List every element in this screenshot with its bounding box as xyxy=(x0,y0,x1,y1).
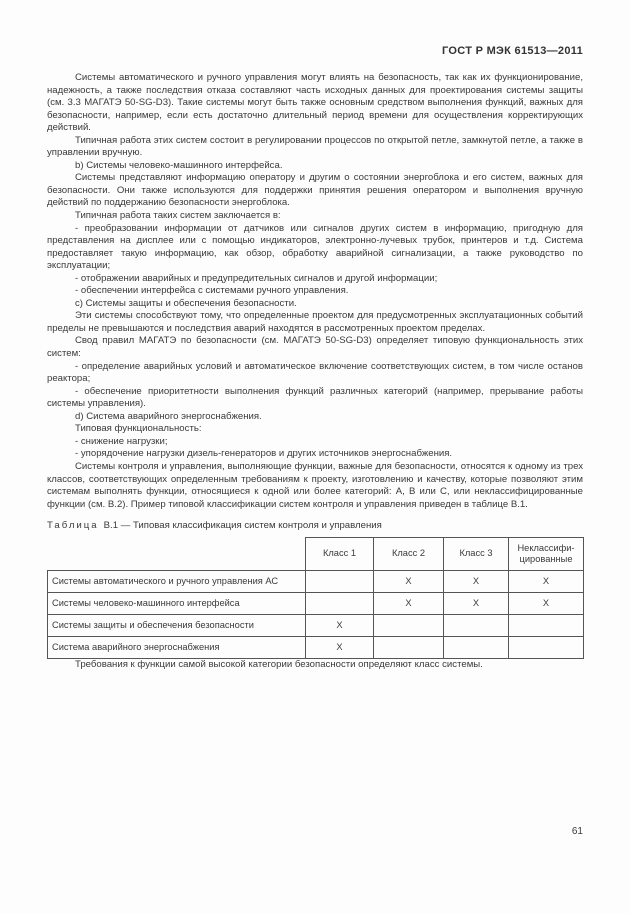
mark-cell: X xyxy=(374,592,444,614)
mark-cell xyxy=(444,614,509,636)
table-caption-word: Таблица xyxy=(47,520,99,532)
body-list-item: - обеспечение приоритетности выполнения функций различных категорий (например, прерывание работы системы управления). xyxy=(47,385,583,410)
mark-cell xyxy=(306,592,374,614)
body-list-item: - отображении аварийных и предупредительных сигналов и другой информации; xyxy=(75,272,438,284)
closing-paragraph: Требования к функции самой высокой категории безопасности определяют класс системы. xyxy=(75,658,483,670)
mark-cell xyxy=(444,636,509,658)
body-paragraph: Эти системы способствуют тому, что определенные проектом для предусмотренных эксплуатационных событий пределы не превышаются и последствия аварий находятся в рассмотренных проектом пределах. xyxy=(47,310,583,334)
row-label-cell: Система аварийного энергоснабжения xyxy=(48,636,306,658)
classification-table xyxy=(47,537,584,659)
body-paragraph: Типичная работа этих систем состоит в регулировании процессов по открытой петле, замкнутой петле, а также в управлении вручную. xyxy=(47,134,583,159)
mark-cell: X xyxy=(306,614,374,636)
mark-cell: X xyxy=(509,570,584,592)
gost-standard-header: ГОСТ Р МЭК 61513—2011 xyxy=(442,45,583,57)
body-paragraph-item-d: d) Система аварийного энергоснабжения. xyxy=(75,410,262,422)
table-header-stub xyxy=(48,537,306,570)
body-list-item: - определение аварийных условий и автоматическое включение соответствующих систем, в том числе останов реактора; xyxy=(47,360,583,385)
body-list-item: - обеспечении интерфейса с системами ручного управления. xyxy=(75,285,349,297)
body-paragraph-item-c: c) Системы защиты и обеспечения безопасности. xyxy=(75,297,297,309)
mark-cell: X xyxy=(444,592,509,614)
mark-cell: X xyxy=(306,636,374,658)
body-paragraph: Системы представляют информацию оператору и другим о состоянии энергоблока и его систем, важных для безопасности. Они также используются для поддержки принятия решения оператором и выполнения вручную действий по поддержанию безопасности энергоблока. xyxy=(47,172,583,209)
table-row xyxy=(48,570,584,592)
table-header-unclassified: Неклассифи-цированные xyxy=(509,537,584,570)
body-paragraph: Свод правил МАГАТЭ по безопасности (см. МАГАТЭ 50-SG-D3) определяет типовую функциональность этих систем: xyxy=(47,335,583,360)
mark-cell xyxy=(374,636,444,658)
table-header-class2: Класс 2 xyxy=(374,537,444,570)
table-row xyxy=(48,592,584,614)
body-paragraph: Типовая функциональность: xyxy=(75,423,202,435)
mark-cell xyxy=(306,570,374,592)
row-label-cell: Системы человеко-машинного интерфейса xyxy=(48,592,306,614)
row-label-cell: Системы защиты и обеспечения безопасности xyxy=(48,614,306,636)
body-paragraph: Системы автоматического и ручного управления могут влиять на безопасность, так как их функционирование, надежность, а также последствия отказа составляют часть исходных данных для проектирования системы защиты (см. 3.3 МАГАТЭ 50-SG-D3). Такие системы могут быть также основным средством выполнения функций, важных для безопасности, например, если есть достаточно длительный период времени для осуществления корректирующих действий. xyxy=(47,72,583,134)
page-number: 61 xyxy=(571,826,583,837)
body-list-item: - преобразовании информации от датчиков или сигналов других систем в информацию, пригодную для представления на дисплее или с помощью индикаторов, электронно-лучевых трубок, принтеров и т.д. Система предоставляет такую информацию, как обзор, обработку аварийной сигнализации, а также руководство по эксплуатации; xyxy=(47,222,583,272)
mark-cell: X xyxy=(444,570,509,592)
table-caption-text: В.1 — Типовая классификация систем контроля и управления xyxy=(103,520,382,532)
body-paragraph-item-b: b) Системы человеко-машинного интерфейса. xyxy=(75,159,283,171)
body-list-item: - упорядочение нагрузки дизель-генераторов и других источников энергоснабжения. xyxy=(75,448,453,460)
mark-cell xyxy=(509,636,584,658)
mark-cell xyxy=(509,614,584,636)
table-row xyxy=(48,636,584,658)
table-header-class1: Класс 1 xyxy=(306,537,374,570)
document-content xyxy=(47,72,583,671)
row-label-cell: Системы автоматического и ручного управления АС xyxy=(48,570,306,592)
table-header-row xyxy=(48,537,584,570)
table-caption xyxy=(47,520,583,533)
body-list-item: - снижение нагрузки; xyxy=(75,435,168,447)
body-paragraph: Типичная работа таких систем заключается в: xyxy=(75,210,281,222)
mark-cell: X xyxy=(509,592,584,614)
body-paragraph: Системы контроля и управления, выполняющие функции, важные для безопасности, относятся к одному из трех классов, соответствующих определенным требованиям к проекту, изготовлению и качеству, которые позволяют этим системам выполнять функции, относящиеся к одной или более категорий: А, В или С, или неклассифицированные функции (см. В.2). Пример типовой классификации систем контроля и управления приведен в таблице В.1. xyxy=(47,460,583,510)
table-header-class3: Класс 3 xyxy=(444,537,509,570)
mark-cell xyxy=(374,614,444,636)
mark-cell: X xyxy=(374,570,444,592)
table-row xyxy=(48,614,584,636)
